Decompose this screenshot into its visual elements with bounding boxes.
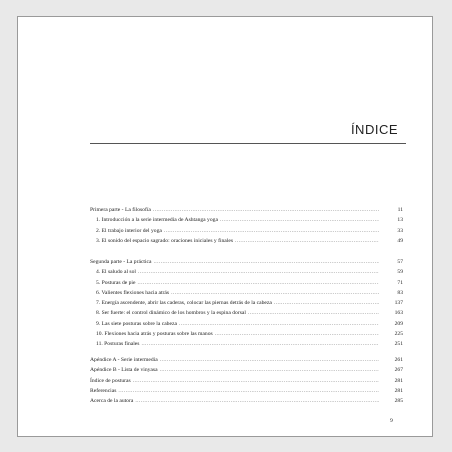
dot-leader <box>137 278 379 288</box>
dot-leader <box>160 355 379 365</box>
toc-entry-page: 261 <box>394 357 403 363</box>
toc-entry <box>90 236 403 246</box>
dot-leader <box>179 319 379 329</box>
toc-entry <box>90 376 403 386</box>
dot-leader <box>141 339 379 349</box>
toc-entry-page: 71 <box>397 279 403 286</box>
dot-leader <box>171 288 379 298</box>
toc-entry-page: 137 <box>394 300 403 307</box>
toc-entry <box>90 396 403 406</box>
toc-entry-label: 10. Flexiones hacia atrás y posturas sobre las manos <box>96 331 213 338</box>
toc-entry-label: Segunda parte - La práctica <box>90 259 152 265</box>
dot-leader <box>135 396 379 406</box>
toc-entry-page: 267 <box>394 367 403 374</box>
toc-entry-page: 209 <box>394 320 403 327</box>
dot-leader <box>248 308 379 318</box>
toc-entry <box>90 355 403 365</box>
dot-leader <box>274 298 379 308</box>
toc-section-3 <box>90 355 403 406</box>
toc-entry-page: 225 <box>394 331 403 338</box>
dot-leader <box>118 386 379 396</box>
toc-entry-page: 281 <box>394 377 403 384</box>
toc-entry-label: Apéndice B - Lista de vinyasa <box>90 367 158 374</box>
toc-entry <box>90 339 403 349</box>
toc-entry-page: 285 <box>394 398 403 405</box>
toc-entry-label: 2. El trabajo interior del yoga <box>96 227 162 234</box>
toc-entry <box>90 319 403 329</box>
dot-leader <box>154 257 380 267</box>
toc-entry-page: 281 <box>394 387 403 394</box>
toc-entry-page: 13 <box>397 217 403 224</box>
toc-entry <box>90 365 403 375</box>
toc-entry <box>90 278 403 288</box>
toc-entry <box>90 288 403 298</box>
toc-entry-label: 3. El sonido del espacio sagrado: oraciones iniciales y finales <box>96 237 234 244</box>
dot-leader <box>215 329 379 339</box>
toc-entry-page: 59 <box>397 269 403 276</box>
toc-entry-label: Índice de posturas <box>90 377 131 384</box>
page-number: 9 <box>390 418 393 424</box>
toc-section-2 <box>90 257 403 350</box>
dot-leader <box>153 205 379 215</box>
toc-entry-page: 163 <box>394 310 403 317</box>
toc-entry-page: 49 <box>397 237 403 244</box>
toc-entry-label: 5. Posturas de pie <box>96 279 136 286</box>
toc-entry-label: 7. Energía ascendente, abrir las caderas, colocar las piernas detrás de la cabeza <box>96 300 272 307</box>
toc-entry-label: Acerca de la autora <box>90 398 134 405</box>
toc-entry <box>90 308 403 318</box>
toc-entry <box>90 257 403 267</box>
toc-entry-page: 251 <box>394 341 403 348</box>
dot-leader <box>133 376 379 386</box>
page-title: ÍNDICE <box>350 122 398 137</box>
dot-leader <box>235 236 379 246</box>
dot-leader <box>160 365 379 375</box>
toc-entry <box>90 215 403 225</box>
toc-entry-page: 11 <box>397 207 403 213</box>
toc-entry <box>90 205 403 215</box>
dot-leader <box>220 215 379 225</box>
toc-entry-label: Primera parte - La filosofía <box>90 207 151 213</box>
toc-entry-label: 6. Valientes flexiones hacia atrás <box>96 289 170 296</box>
toc-entry-label: Referencias <box>90 387 117 394</box>
toc-entry-label: 8. Ser fuerte: el control dinámico de los hombros y la espina dorsal <box>96 310 246 317</box>
toc-entry-label: 1. Introducción a la serie intermedia de Ashtanga yoga <box>96 217 218 224</box>
dot-leader <box>138 267 379 277</box>
toc-entry <box>90 329 403 339</box>
toc-entry-page: 83 <box>397 289 403 296</box>
toc-entry <box>90 298 403 308</box>
toc-entry <box>90 386 403 396</box>
toc-entry-label: Apéndice A - Serie intermedia <box>90 357 158 363</box>
toc-entry-page: 57 <box>397 259 403 265</box>
toc-entry <box>90 267 403 277</box>
toc-entry-label: 4. El saludo al sol <box>96 269 136 276</box>
toc-entry-page: 33 <box>397 227 403 234</box>
toc-entry-label: 9. Las siete posturas sobre la cabeza <box>96 320 177 327</box>
book-page <box>17 16 433 437</box>
title-rule <box>90 143 406 144</box>
dot-leader <box>164 226 379 236</box>
toc-entry <box>90 226 403 236</box>
toc-section-1 <box>90 205 403 246</box>
toc-entry-label: 11. Posturas finales <box>96 341 140 348</box>
